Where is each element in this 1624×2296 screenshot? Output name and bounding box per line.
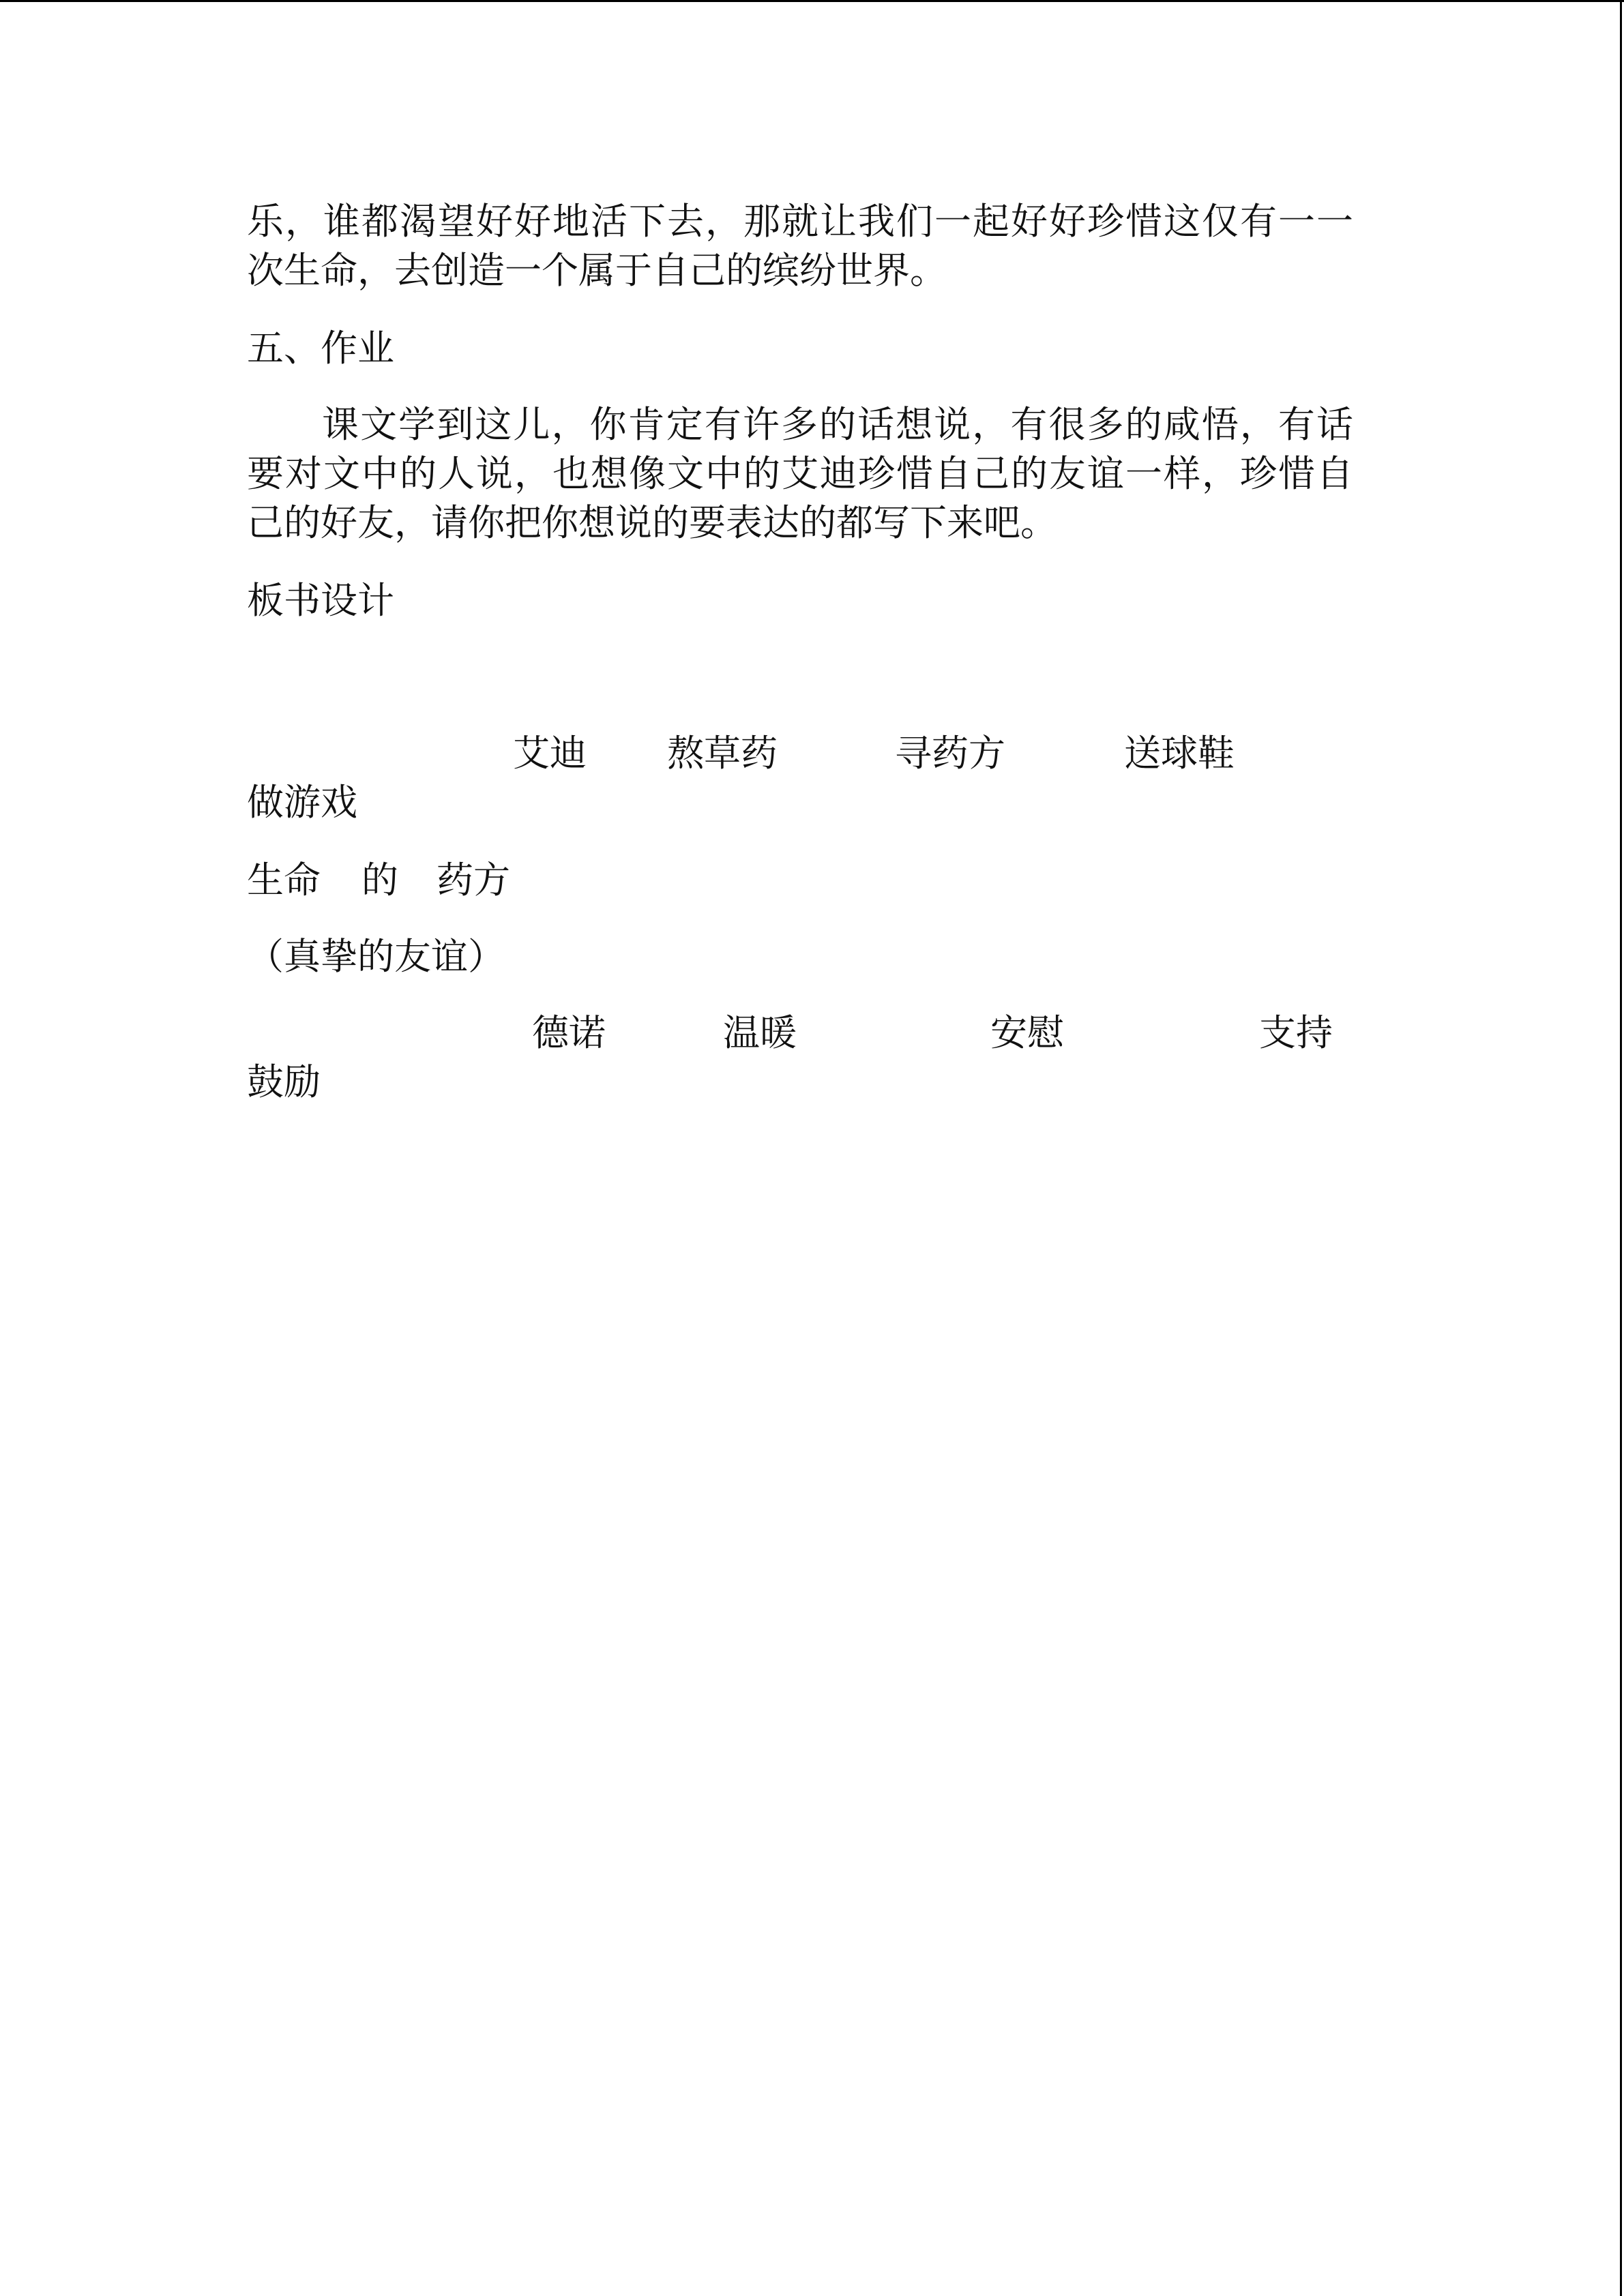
intro-paragraph-line-2: 次生命，去创造一个属于自己的缤纷世界。 [247,249,947,292]
board-subtitle: （真挚的友谊） [247,935,505,978]
board-row1-action-3: 送球鞋 [1124,732,1235,775]
board-row2-feeling-1: 温暖 [723,1011,797,1054]
board-row2-feeling-3: 支持 [1259,1011,1333,1054]
board-row1-action-1: 熬草药 [667,732,778,775]
homework-paragraph-line-2: 要对文中的人说，也想像文中的艾迪珍惜自己的友谊一样，珍惜自 [247,452,1353,495]
homework-heading: 五、作业 [247,327,394,370]
board-title-part-1: 生命 [247,859,321,901]
intro-paragraph-line-1: 乐，谁都渴望好好地活下去，那就让我们一起好好珍惜这仅有一一 [247,200,1353,243]
board-title-part-3: 药方 [437,859,510,901]
board-row2-feeling-4: 鼓励 [247,1060,321,1103]
board-row1-action-4: 做游戏 [247,781,357,824]
board-row2-name: 德诺 [532,1011,606,1054]
board-row1-action-2: 寻药方 [895,732,1005,775]
board-design-heading: 板书设计 [247,579,394,622]
homework-paragraph-line-1: 课文学到这儿，你肯定有许多的话想说，有很多的咸悟，有话 [322,403,1353,446]
page-border-right [1620,0,1622,2296]
page-border-top [0,0,1624,2]
board-row2-feeling-2: 安慰 [990,1011,1064,1054]
board-title-part-2: 的 [361,859,398,901]
board-row1-name: 艾迪 [513,732,587,775]
homework-paragraph-line-3: 己的好友，请你把你想说的要表达的都写下来吧。 [247,501,1057,544]
